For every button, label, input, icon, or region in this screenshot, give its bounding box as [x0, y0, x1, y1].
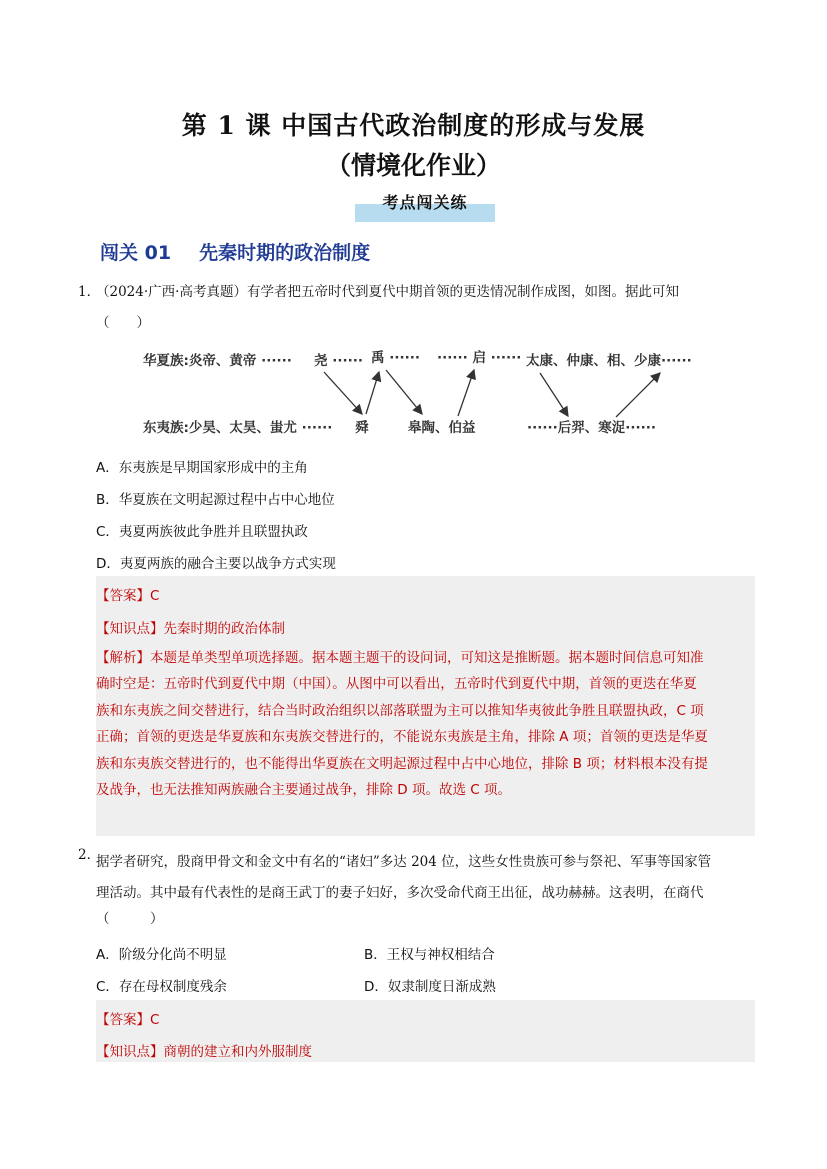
q1-analysis-line: 确时空是：五帝时代到夏代中期（中国）。从图中可以看出，五帝时代到夏代中期，首领的更迭在华夏 — [96, 676, 697, 693]
q1-analysis-line: 及战争，也无法推知两族融合主要通过战争，排除 D 项。故选 C 项。 — [96, 782, 511, 799]
q1-analysis-line: 正确；首领的更迭是华夏族和东夷族交替进行的，不能说东夷族是主角，排除 A 项；首领的更迭是华夏 — [96, 729, 708, 746]
bottom-row-houyi: ······后羿、寒浞······ — [527, 420, 657, 436]
arrow-shun-yu — [366, 372, 379, 414]
q2-stem — [96, 847, 776, 909]
arrow-hanzhuo-shaokang — [616, 373, 660, 417]
q2-paren: （ ） — [96, 911, 164, 927]
bottom-row-shun: 舜 — [355, 420, 369, 436]
top-row-yu: 禹 ······ — [371, 350, 420, 366]
q1-option-a[interactable]: A．东夷族是早期国家形成中的主角 — [96, 460, 308, 476]
q1-analysis-line: 【解析】本题是单类型单项选择题。据本题主题干的设问词，可知这是推断题。据本题时间信息可知准 — [96, 650, 704, 666]
page-title: 第 1 课 中国古代政治制度的形成与发展 — [181, 111, 646, 140]
q2-number: 2． — [78, 847, 101, 863]
q2-answer: 【答案】C — [96, 1012, 160, 1028]
arrow-boyi-qi — [458, 370, 474, 416]
q1-option-b[interactable]: B．华夏族在文明起源过程中占中心地位 — [96, 492, 335, 508]
q1-analysis-line: 族和东夷族交替进行的，也不能得出华夏族在文明起源过程中占中心地位，排除 B 项；材料根本没有提 — [96, 755, 708, 772]
q1-option-c[interactable]: C．夷夏两族彼此争胜并且联盟执政 — [96, 524, 308, 540]
arrow-yao-shun — [324, 372, 362, 414]
q1-number: 1． — [78, 284, 101, 300]
section-label: 闯关 01 — [100, 242, 172, 264]
q2-option-b[interactable]: B．王权与神权相结合 — [364, 947, 495, 963]
q2-stem-line: 理活动。其中最有代表性的是商王武丁的妻子妇好，多次受命代商王出征，战功赫赫。这表明，在商代 — [96, 885, 704, 901]
top-row-qi: ······ 启 ······ — [437, 350, 522, 366]
q2-stem-line: 据学者研究，殷商甲骨文和金文中有名的“诸妇”多达 204 位，这些女性贵族可参与祭祀、军事等国家管 — [96, 854, 712, 870]
q1-knowledge-point: 【知识点】先秦时期的政治体制 — [96, 621, 285, 637]
bottom-row-dongyi: 东夷族:少昊、太昊、蚩尤 ······ — [143, 420, 333, 436]
q1-analysis — [96, 645, 756, 803]
q1-paren: （ ） — [96, 315, 150, 331]
q1-answer: 【答案】C — [96, 588, 160, 604]
section-name: 先秦时期的政治制度 — [199, 242, 371, 264]
q2-option-c[interactable]: C．存在母权制度残余 — [96, 979, 227, 995]
top-row-huaxia: 华夏族:炎帝、黄帝 ······ — [143, 353, 292, 369]
top-row-yao: 尧 ······ — [314, 353, 363, 369]
q1-option-d[interactable]: D．夷夏两族的融合主要以战争方式实现 — [96, 556, 336, 572]
badge-label: 考点闯关练 — [382, 193, 468, 212]
q1-stem: （2024·广西·高考真题）有学者把五帝时代到夏代中期首领的更迭情况制作成图，如图。据此可知 — [96, 284, 679, 300]
arrow-yu-gaotao — [386, 370, 422, 414]
q2-knowledge-point: 【知识点】商朝的建立和内外服制度 — [96, 1044, 312, 1060]
section-heading — [100, 238, 370, 265]
top-row-taikang: 太康、仲康、相、少康······ — [526, 353, 692, 369]
q1-analysis-line: 族和东夷族之间交替进行，结合当时政治组织以部落联盟为主可以推知华夷彼此争胜且联盟执政，C 项 — [96, 702, 704, 719]
succession-diagram — [130, 342, 730, 442]
bottom-row-gaotao: 皋陶、伯益 — [408, 420, 476, 436]
arrow-taikang-houyi — [540, 373, 568, 416]
q2-option-a[interactable]: A．阶级分化尚不明显 — [96, 947, 227, 963]
page-subtitle: （情境化作业） — [325, 151, 501, 180]
q2-option-d[interactable]: D．奴隶制度日渐成熟 — [364, 979, 496, 995]
